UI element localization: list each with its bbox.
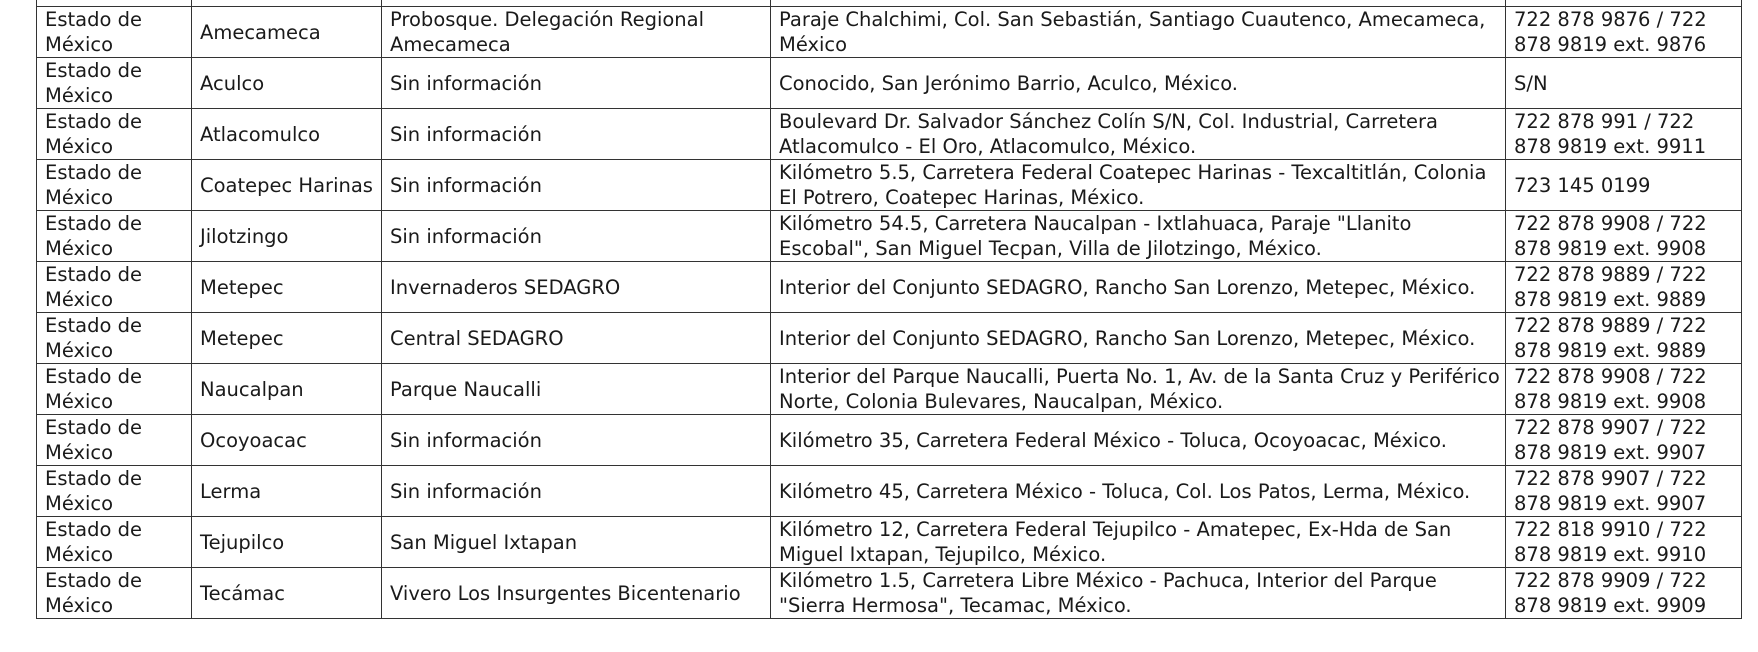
cell-estado: Estado de México	[37, 211, 192, 262]
table-row	[37, 568, 1742, 619]
cell-estado: Estado de México	[37, 109, 192, 160]
directory-table-body	[37, 0, 1742, 619]
directory-table	[36, 0, 1742, 619]
cell-nombre: Sin información	[382, 211, 771, 262]
cell-direccion: Kilómetro 12, Carretera Federal Tejupilco - Amatepec, Ex-Hda de San Miguel Ixtapan, Tejupilco, México.	[771, 517, 1506, 568]
cell-direccion: Boulevard Dr. Salvador Sánchez Colín S/N, Col. Industrial, Carretera Atlacomulco - El Oro, Atlacomulco, México.	[771, 109, 1506, 160]
table-row	[37, 262, 1742, 313]
table-row	[37, 517, 1742, 568]
cell-nombre: Vivero Los Insurgentes Bicentenario	[382, 568, 771, 619]
cell-municipio: Metepec	[192, 313, 382, 364]
cell-nombre: San Miguel Ixtapan	[382, 517, 771, 568]
cell-estado: Estado de México	[37, 466, 192, 517]
cell-telefono: 722 878 991 / 722 878 9819 ext. 9911	[1506, 109, 1742, 160]
cell-direccion: Kilómetro 5.5, Carretera Federal Coatepec Harinas - Texcaltitlán, Colonia El Potrero, Coatepec Harinas, México.	[771, 160, 1506, 211]
table-row	[37, 211, 1742, 262]
cell-direccion: Conocido, San Jerónimo Barrio, Aculco, México.	[771, 58, 1506, 109]
table-row	[37, 160, 1742, 211]
cell-direccion: Interior del Parque Naucalli, Puerta No. 1, Av. de la Santa Cruz y Periférico Norte, Colonia Bulevares, Naucalpan, México.	[771, 364, 1506, 415]
cell-telefono: 722 818 9910 / 722 878 9819 ext. 9910	[1506, 517, 1742, 568]
cell-direccion: Interior del Conjunto SEDAGRO, Rancho San Lorenzo, Metepec, México.	[771, 313, 1506, 364]
cell-estado: Estado de México	[37, 415, 192, 466]
cell-telefono: 722 878 9907 / 722 878 9819 ext. 9907	[1506, 415, 1742, 466]
cell-municipio: Metepec	[192, 262, 382, 313]
cell-telefono: S/N	[1506, 58, 1742, 109]
cell-direccion: Kilómetro 1.5, Carretera Libre México - Pachuca, Interior del Parque "Sierra Hermosa", Tecamac, México.	[771, 568, 1506, 619]
cell-estado: Estado de México	[37, 7, 192, 58]
cell-telefono: 722 878 9889 / 722 878 9819 ext. 9889	[1506, 313, 1742, 364]
table-row	[37, 313, 1742, 364]
cell-direccion: Paraje Chalchimi, Col. San Sebastián, Santiago Cuautenco, Amecameca, México	[771, 7, 1506, 58]
cell-nombre: Sin información	[382, 160, 771, 211]
cell-nombre: Sin información	[382, 109, 771, 160]
cell-direccion: Kilómetro 35, Carretera Federal México - Toluca, Ocoyoacac, México.	[771, 415, 1506, 466]
cell-municipio: Amecameca	[192, 7, 382, 58]
cell-municipio: Naucalpan	[192, 364, 382, 415]
cell-estado: Estado de México	[37, 364, 192, 415]
cell-telefono: 722 878 9876 / 722 878 9819 ext. 9876	[1506, 7, 1742, 58]
cell-telefono: 722 878 9909 / 722 878 9819 ext. 9909	[1506, 568, 1742, 619]
table-row	[37, 415, 1742, 466]
cell-municipio: Lerma	[192, 466, 382, 517]
cell-municipio: Coatepec Harinas	[192, 160, 382, 211]
table-row	[37, 364, 1742, 415]
cell-estado: Estado de México	[37, 262, 192, 313]
cell-telefono: 722 878 9908 / 722 878 9819 ext. 9908	[1506, 364, 1742, 415]
cell-nombre: Sin información	[382, 466, 771, 517]
cell-telefono: 722 878 9889 / 722 878 9819 ext. 9889	[1506, 262, 1742, 313]
cell-direccion: Interior del Conjunto SEDAGRO, Rancho San Lorenzo, Metepec, México.	[771, 262, 1506, 313]
cell-municipio: Ocoyoacac	[192, 415, 382, 466]
cell-municipio: Tecámac	[192, 568, 382, 619]
table-row	[37, 7, 1742, 58]
cell-municipio: Tejupilco	[192, 517, 382, 568]
cell-estado: Estado de México	[37, 313, 192, 364]
cell-telefono: 722 878 9908 / 722 878 9819 ext. 9908	[1506, 211, 1742, 262]
cell-nombre: Invernaderos SEDAGRO	[382, 262, 771, 313]
table-row	[37, 109, 1742, 160]
cell-nombre: Parque Naucalli	[382, 364, 771, 415]
cell-nombre: Central SEDAGRO	[382, 313, 771, 364]
cell-estado: Estado de México	[37, 568, 192, 619]
cell-telefono: 722 878 9907 / 722 878 9819 ext. 9907	[1506, 466, 1742, 517]
table-row	[37, 58, 1742, 109]
cell-direccion: Kilómetro 45, Carretera México - Toluca, Col. Los Patos, Lerma, México.	[771, 466, 1506, 517]
cell-estado: Estado de México	[37, 160, 192, 211]
cell-municipio: Atlacomulco	[192, 109, 382, 160]
cell-nombre: Probosque. Delegación Regional Amecameca	[382, 7, 771, 58]
cell-direccion: Kilómetro 54.5, Carretera Naucalpan - Ixtlahuaca, Paraje "Llanito Escobal", San Miguel Tecpan, Villa de Jilotzingo, México.	[771, 211, 1506, 262]
cell-nombre: Sin información	[382, 58, 771, 109]
cell-estado: Estado de México	[37, 58, 192, 109]
cell-municipio: Aculco	[192, 58, 382, 109]
table-row	[37, 466, 1742, 517]
cell-estado: Estado de México	[37, 517, 192, 568]
cell-telefono: 723 145 0199	[1506, 160, 1742, 211]
cell-municipio: Jilotzingo	[192, 211, 382, 262]
cell-nombre: Sin información	[382, 415, 771, 466]
